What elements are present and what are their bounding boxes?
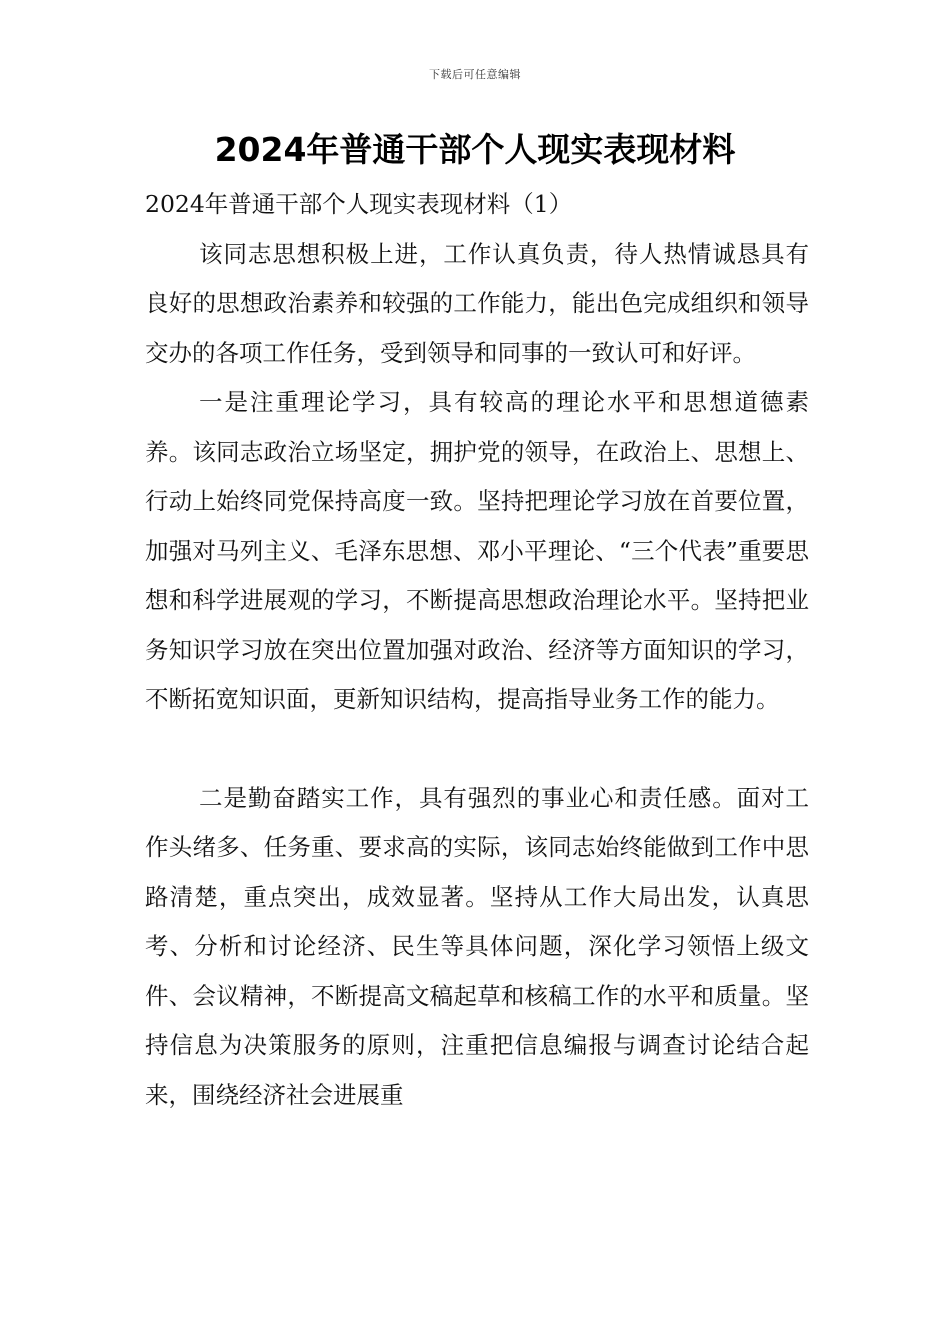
header-note: 下载后可任意编辑 <box>429 68 521 81</box>
section-subtitle: 2024年普通干部个人现实表现材料（1） <box>145 190 573 218</box>
paragraph-theory-study: 一是注重理论学习，具有较高的理论水平和思想道德素养。该同志政治立场坚定，拥护党的领导，在政治上、思想上、行动上始终同党保持高度一致。坚持把理论学习放在首要位置，加强对马列主义、毛泽东思想、邓小平理论、“三个代表”重要思想和科学进展观的学习，不断提高思想政治理论水平。坚持把业务知识学习放在突出位置加强对政治、经济等方面知识的学习，不断拓宽知识面，更新知识结构，提高指导业务工作的能力。 <box>145 388 809 713</box>
document-body <box>145 180 809 1120</box>
document-title: 2024年普通干部个人现实表现材料 <box>214 130 736 169</box>
paragraph-intro: 该同志思想积极上进，工作认真负责，待人热情诚恳具有良好的思想政治素养和较强的工作能力，能出色完成组织和领导交办的各项工作任务，受到领导和同事的一致认可和好评。 <box>145 239 809 367</box>
paragraph-spacer <box>145 725 809 774</box>
paragraph-diligent-work: 二是勤奋踏实工作，具有强烈的事业心和责任感。面对工作头绪多、任务重、要求高的实际，该同志始终能做到工作中思路清楚，重点突出，成效显著。坚持从工作大局出发，认真思考、分析和讨论经济、民生等具体问题，深化学习领悟上级文件、会议精神，不断提高文稿起草和核稿工作的水平和质量。坚持信息为决策服务的原则，注重把信息编报与调查讨论结合起来，围绕经济社会进展重 <box>145 783 809 1109</box>
